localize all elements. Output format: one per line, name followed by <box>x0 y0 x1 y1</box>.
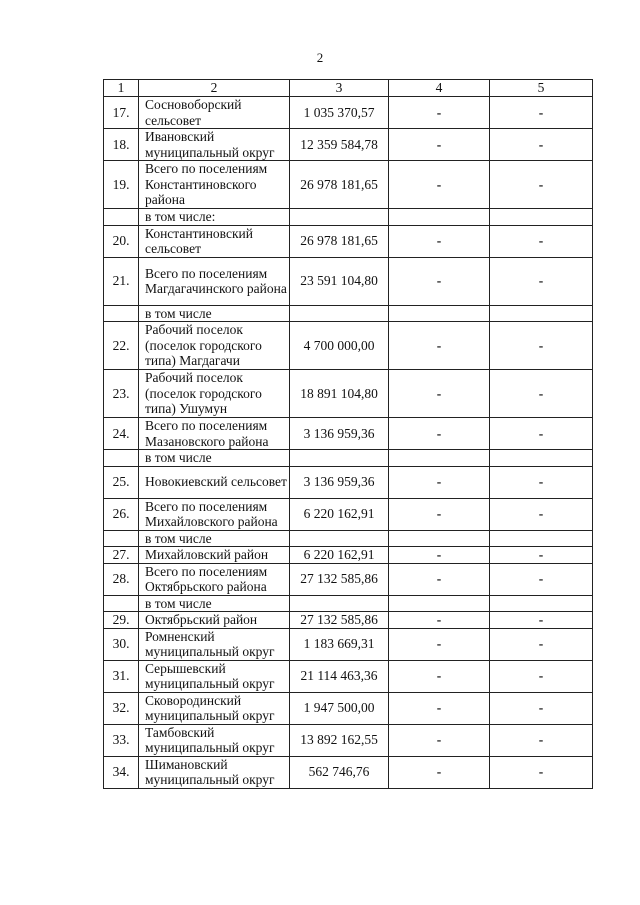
row-name: Михайловский район <box>139 547 290 564</box>
row-col-4-value: - <box>389 724 490 756</box>
table-row <box>104 225 593 257</box>
row-col-4-value: - <box>389 547 490 564</box>
row-col-3-value: 1 947 500,00 <box>290 692 389 724</box>
table-row <box>104 692 593 724</box>
row-col-3-value: 27 132 585,86 <box>290 612 389 629</box>
row-col-4-value: - <box>389 322 490 370</box>
row-col-3-value: 12 359 584,78 <box>290 129 389 161</box>
row-col-5-value <box>490 450 593 467</box>
table-row <box>104 305 593 322</box>
row-number: 29. <box>104 612 139 629</box>
table-row <box>104 660 593 692</box>
row-name: Новокиевский сельсовет <box>139 466 290 498</box>
header-col-5: 5 <box>490 80 593 97</box>
row-col-4-value: - <box>389 129 490 161</box>
row-number: 33. <box>104 724 139 756</box>
row-name: Рабочий поселок (поселок городского типа) Ушумун <box>139 370 290 418</box>
row-col-4-value: - <box>389 97 490 129</box>
row-col-3-value <box>290 305 389 322</box>
header-col-4: 4 <box>389 80 490 97</box>
row-col-3-value: 562 746,76 <box>290 756 389 788</box>
table-row <box>104 756 593 788</box>
row-col-3-value <box>290 209 389 226</box>
row-col-4-value <box>389 209 490 226</box>
row-col-3-value: 26 978 181,65 <box>290 225 389 257</box>
row-col-5-value: - <box>490 97 593 129</box>
row-col-5-value <box>490 595 593 612</box>
row-number: 24. <box>104 418 139 450</box>
table-row <box>104 129 593 161</box>
row-name: в том числе <box>139 595 290 612</box>
row-col-4-value: - <box>389 418 490 450</box>
row-number: 32. <box>104 692 139 724</box>
row-col-5-value: - <box>490 547 593 564</box>
row-name: Всего по поселениям Октябрьского района <box>139 563 290 595</box>
row-col-4-value: - <box>389 370 490 418</box>
row-name: в том числе <box>139 530 290 547</box>
row-col-5-value: - <box>490 129 593 161</box>
table-row <box>104 450 593 467</box>
row-col-5-value <box>490 530 593 547</box>
header-col-3: 3 <box>290 80 389 97</box>
row-col-5-value: - <box>490 660 593 692</box>
row-number <box>104 530 139 547</box>
row-col-3-value: 1 183 669,31 <box>290 628 389 660</box>
row-col-3-value: 6 220 162,91 <box>290 547 389 564</box>
table-row <box>104 595 593 612</box>
row-number: 21. <box>104 257 139 305</box>
row-name: Всего по поселениям Магдагачинского района <box>139 257 290 305</box>
row-number: 30. <box>104 628 139 660</box>
row-col-5-value: - <box>490 498 593 530</box>
row-col-3-value: 3 136 959,36 <box>290 418 389 450</box>
row-col-5-value: - <box>490 724 593 756</box>
row-name: Сковородинский муниципальный округ <box>139 692 290 724</box>
row-col-4-value: - <box>389 498 490 530</box>
row-number: 17. <box>104 97 139 129</box>
row-col-4-value: - <box>389 660 490 692</box>
row-name: Рабочий поселок (поселок городского типа) Магдагачи <box>139 322 290 370</box>
row-col-4-value: - <box>389 612 490 629</box>
row-number <box>104 595 139 612</box>
row-col-4-value: - <box>389 628 490 660</box>
row-col-5-value: - <box>490 161 593 209</box>
table-row <box>104 547 593 564</box>
row-col-5-value: - <box>490 612 593 629</box>
row-col-5-value: - <box>490 370 593 418</box>
row-col-4-value <box>389 530 490 547</box>
table-row <box>104 466 593 498</box>
row-name: в том числе: <box>139 209 290 226</box>
table-row <box>104 498 593 530</box>
table-row <box>104 724 593 756</box>
row-name: Серышевский муниципальный округ <box>139 660 290 692</box>
row-col-5-value: - <box>490 466 593 498</box>
table-row <box>104 418 593 450</box>
row-col-3-value: 21 114 463,36 <box>290 660 389 692</box>
row-number: 28. <box>104 563 139 595</box>
row-col-3-value: 26 978 181,65 <box>290 161 389 209</box>
row-col-3-value <box>290 450 389 467</box>
row-number: 18. <box>104 129 139 161</box>
row-col-5-value: - <box>490 756 593 788</box>
row-col-5-value: - <box>490 225 593 257</box>
table-row <box>104 322 593 370</box>
row-col-3-value <box>290 595 389 612</box>
row-number <box>104 209 139 226</box>
header-col-2: 2 <box>139 80 290 97</box>
row-col-3-value <box>290 530 389 547</box>
row-col-5-value <box>490 305 593 322</box>
row-col-4-value: - <box>389 756 490 788</box>
row-col-4-value <box>389 595 490 612</box>
row-number: 34. <box>104 756 139 788</box>
row-number <box>104 450 139 467</box>
row-col-4-value: - <box>389 563 490 595</box>
row-name: в том числе <box>139 450 290 467</box>
row-name: Всего по поселениям Михайловского района <box>139 498 290 530</box>
table-body <box>104 97 593 789</box>
row-number: 22. <box>104 322 139 370</box>
table-row <box>104 209 593 226</box>
row-name: Октябрьский район <box>139 612 290 629</box>
row-col-3-value: 1 035 370,57 <box>290 97 389 129</box>
row-name: Ивановский муниципальный округ <box>139 129 290 161</box>
row-col-4-value <box>389 450 490 467</box>
row-number <box>104 305 139 322</box>
row-name: Всего по поселениям Константиновского района <box>139 161 290 209</box>
table-row <box>104 530 593 547</box>
table-row <box>104 161 593 209</box>
row-name: Сосновоборский сельсовет <box>139 97 290 129</box>
row-col-3-value: 4 700 000,00 <box>290 322 389 370</box>
row-col-4-value <box>389 305 490 322</box>
row-name: Константиновский сельсовет <box>139 225 290 257</box>
row-name: Тамбовский муниципальный округ <box>139 724 290 756</box>
row-name: в том числе <box>139 305 290 322</box>
row-col-3-value: 18 891 104,80 <box>290 370 389 418</box>
row-number: 27. <box>104 547 139 564</box>
table-header-row <box>104 80 593 97</box>
row-col-4-value: - <box>389 466 490 498</box>
table-row <box>104 257 593 305</box>
row-name: Ромненский муниципальный округ <box>139 628 290 660</box>
data-table <box>103 79 593 789</box>
row-col-5-value: - <box>490 418 593 450</box>
row-col-3-value: 27 132 585,86 <box>290 563 389 595</box>
row-col-4-value: - <box>389 257 490 305</box>
header-col-1: 1 <box>104 80 139 97</box>
table-row <box>104 370 593 418</box>
row-col-3-value: 6 220 162,91 <box>290 498 389 530</box>
row-number: 19. <box>104 161 139 209</box>
row-col-4-value: - <box>389 692 490 724</box>
table-row <box>104 628 593 660</box>
row-number: 25. <box>104 466 139 498</box>
row-col-5-value: - <box>490 628 593 660</box>
page-number: 2 <box>316 50 324 65</box>
row-number: 26. <box>104 498 139 530</box>
row-number: 31. <box>104 660 139 692</box>
row-col-4-value: - <box>389 161 490 209</box>
row-col-4-value: - <box>389 225 490 257</box>
row-number: 20. <box>104 225 139 257</box>
row-col-3-value: 3 136 959,36 <box>290 466 389 498</box>
table-row <box>104 97 593 129</box>
row-col-5-value <box>490 209 593 226</box>
row-col-5-value: - <box>490 563 593 595</box>
row-name: Шимановский муниципальный округ <box>139 756 290 788</box>
table-row <box>104 612 593 629</box>
row-number: 23. <box>104 370 139 418</box>
row-col-3-value: 13 892 162,55 <box>290 724 389 756</box>
row-name: Всего по поселениям Мазановского района <box>139 418 290 450</box>
table-row <box>104 563 593 595</box>
row-col-5-value: - <box>490 692 593 724</box>
row-col-3-value: 23 591 104,80 <box>290 257 389 305</box>
row-col-5-value: - <box>490 257 593 305</box>
row-col-5-value: - <box>490 322 593 370</box>
